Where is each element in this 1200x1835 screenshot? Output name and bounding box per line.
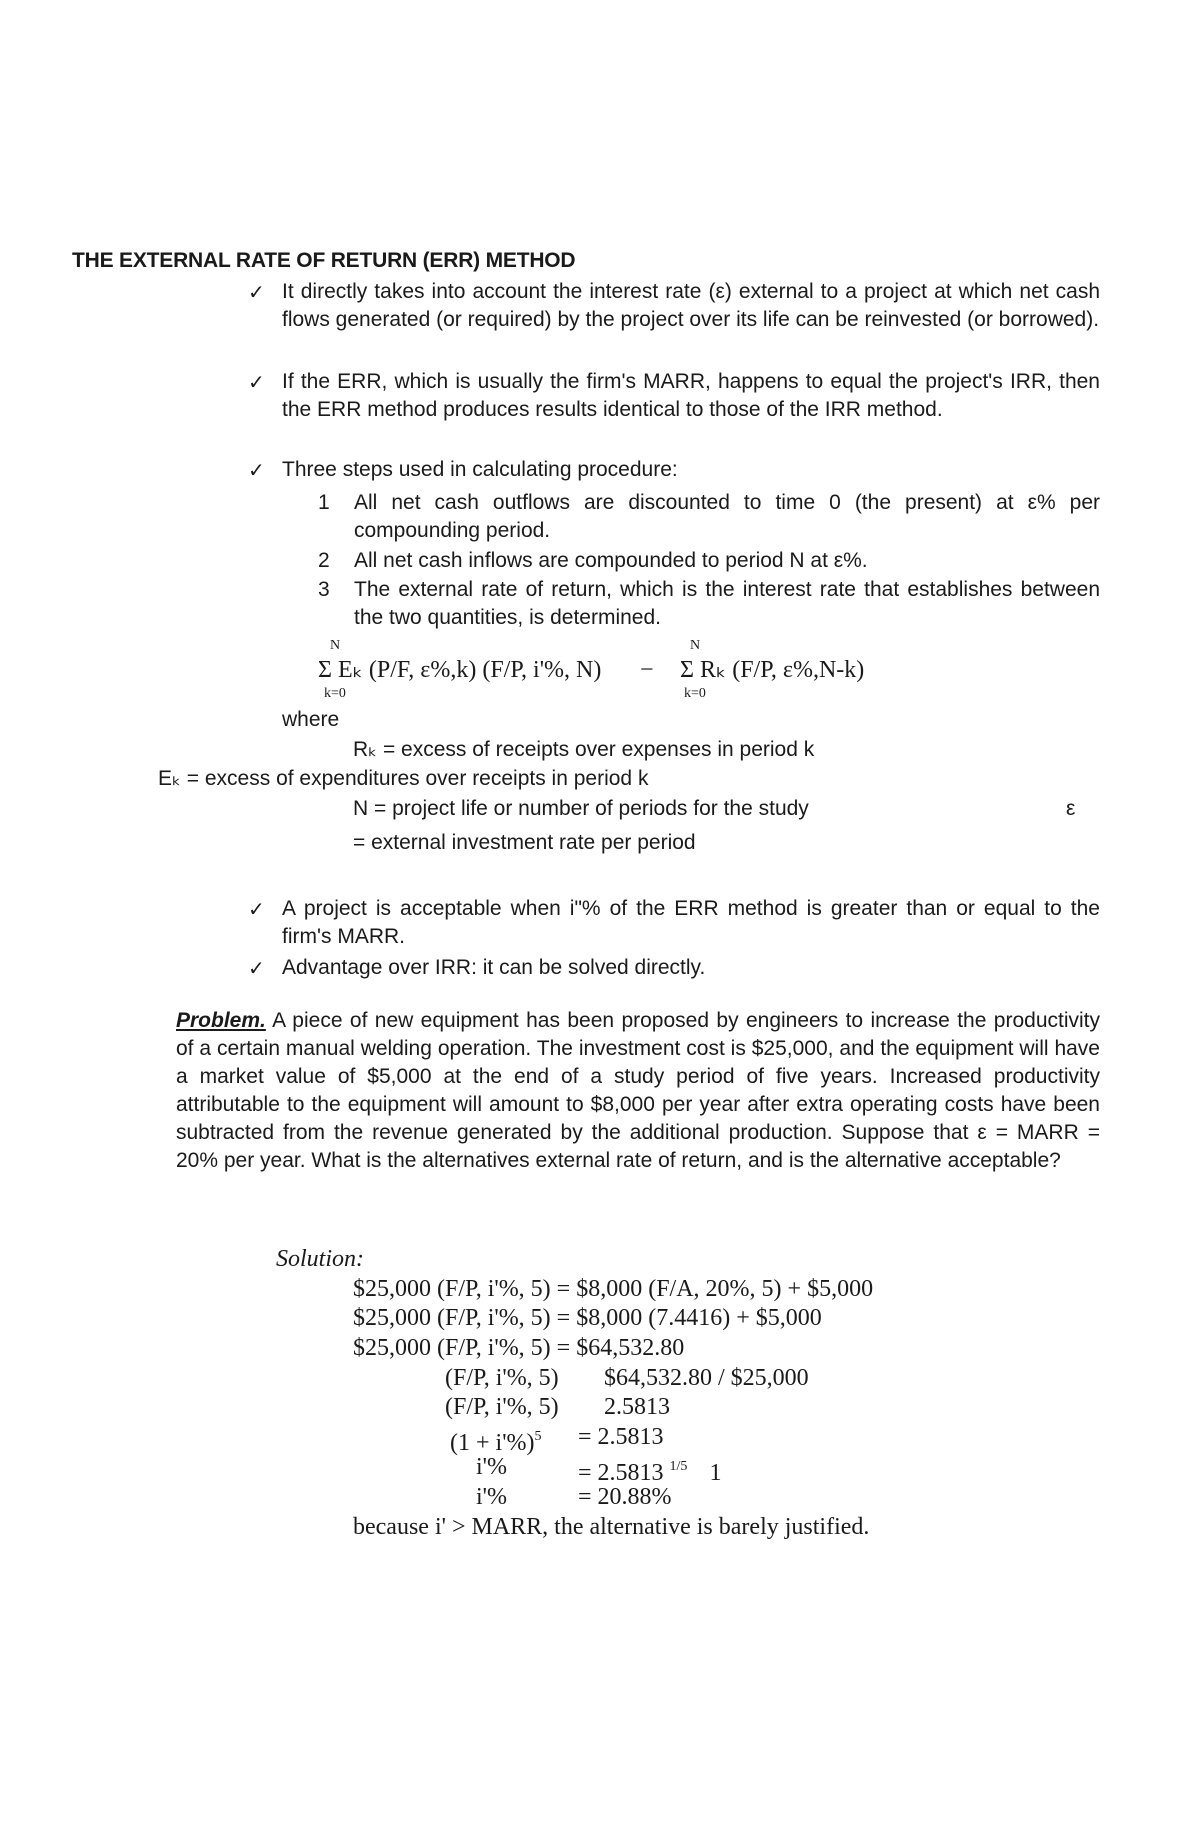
checkmark-icon: ✓ (248, 956, 265, 980)
formula-lower-limit: k=0 (324, 686, 346, 701)
where-label: where (282, 708, 340, 731)
formula-right-expression: Σ Rₖ (F/P, ε%,N-k) (680, 657, 865, 683)
checkmark-icon: ✓ (248, 370, 265, 394)
solution-line: $25,000 (F/P, i'%, 5) = $8,000 (7.4416) + $5,000 (353, 1305, 822, 1331)
bullet-text: Advantage over IRR: it can be solved directly. (282, 956, 706, 979)
solution-line-right: $64,532.80 / $25,000 (604, 1365, 809, 1391)
solution-line-left: (F/P, i'%, 5) (445, 1365, 559, 1391)
problem-paragraph (176, 1007, 1100, 1175)
exponent: 5 (534, 1429, 542, 1444)
def-eps: = external investment rate per period (353, 831, 696, 854)
step-number: 3 (318, 578, 330, 601)
def-rk: Rₖ = excess of receipts over expenses in period k (353, 738, 815, 761)
solution-line-right: = 2.5813 (578, 1424, 664, 1450)
bullet-text: A project is acceptable when i"% of the ERR method is greater than or equal to the firm's MARR. (282, 897, 1100, 948)
step-text: All net cash outflows are discounted to time 0 (the present) at ε% per compounding period. (354, 491, 1100, 542)
solution-line-left: i'% (476, 1484, 507, 1510)
solution-label: Solution: (276, 1246, 364, 1272)
step-item (318, 576, 1100, 632)
solution-line-left: (F/P, i'%, 5) (445, 1394, 559, 1420)
bullet-text: It directly takes into account the interest rate (ε) external to a project at which net cash flows generated (or required) by the project over its life can be reinvested (or borrowed). (282, 280, 1100, 331)
bullet-item (248, 954, 1100, 982)
def-ek: Eₖ = excess of expenditures over receipts in period k (158, 767, 649, 790)
bullet-item (248, 368, 1100, 424)
err-formula (318, 638, 918, 704)
solution-conclusion: because i' > MARR, the alternative is barely justified. (353, 1514, 870, 1540)
formula-left-expression: Σ Eₖ (P/F, ε%,k) (F/P, i'%, N) (318, 657, 602, 683)
def-eps-symbol: ε (1066, 797, 1076, 820)
step-number: 1 (318, 491, 330, 514)
solution-line-right: = 20.88% (578, 1484, 672, 1510)
solution-line-right: = 2.5813 $^{1/5}$ 1 (578, 1459, 722, 1486)
solution-line-right: 2.5813 (604, 1394, 670, 1420)
checkmark-icon: ✓ (248, 458, 265, 482)
problem-text: A piece of new equipment has been proposed by engineers to increase the productivity of a certain manual welding operation. The investment cost is $25,000, and the equipment will have a market value of $5,000 at the end of a study period of five years. Increased productivity attributable to the equipment will amount to $8,000 per year after extra operating costs have been subtracted from the revenue generated by the additional production. Suppose that ε = MARR = 20% per year. What is the alternatives external rate of return, and is the alternative acceptable? (176, 1009, 1100, 1172)
exponent: 1/5 (669, 1459, 688, 1474)
bullet-text: Three steps used in calculating procedure: (282, 458, 678, 481)
def-n: N = project life or number of periods for the study (353, 797, 809, 820)
solution-line: $25,000 (F/P, i'%, 5) = $64,532.80 (353, 1335, 685, 1361)
formula-upper-limit: N (690, 638, 701, 653)
problem-label: Problem. (176, 1009, 266, 1032)
bullet-text: If the ERR, which is usually the firm's MARR, happens to equal the project's IRR, then the ERR method produces results identical to those of the IRR method. (282, 370, 1100, 421)
step-item (318, 547, 1100, 575)
checkmark-icon: ✓ (248, 897, 265, 921)
step-text: The external rate of return, which is the interest rate that establishes between the two quantities, is determined. (354, 578, 1100, 629)
step-text: All net cash inflows are compounded to period N at ε%. (354, 549, 868, 572)
solution-line-left: i'% (476, 1454, 507, 1480)
checkmark-icon: ✓ (248, 280, 265, 304)
step-item (318, 489, 1100, 545)
bullet-item (248, 456, 1100, 484)
solution-line-left: $(1 + i'\%)^5$ (450, 1429, 542, 1456)
bullet-item (248, 895, 1100, 951)
formula-minus: − (640, 657, 654, 683)
bullet-item (248, 278, 1100, 334)
step-number: 2 (318, 549, 330, 572)
formula-upper-limit: N (330, 638, 341, 653)
solution-line: $25,000 (F/P, i'%, 5) = $8,000 (F/A, 20%, 5) + $5,000 (353, 1276, 874, 1302)
page-title: THE EXTERNAL RATE OF RETURN (ERR) METHOD (72, 249, 576, 272)
formula-lower-limit: k=0 (684, 686, 706, 701)
